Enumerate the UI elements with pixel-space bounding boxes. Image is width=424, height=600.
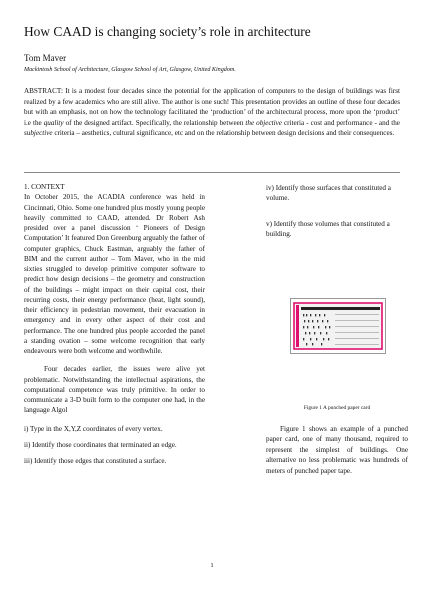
list-item: ii) Identify those coordinates that terminated an edge. [24, 440, 177, 449]
abstract-text: of the designed artifact. Specifically, the relationship between [63, 118, 246, 127]
abstract-emphasis: subjective [24, 129, 53, 138]
author-name: Tom Maver [24, 53, 67, 63]
abstract-emphasis: the objective [245, 118, 282, 127]
figure-caption: Figure 1 A punched paper card [303, 405, 371, 411]
paper-title: How CAAD is changing society’s role in architecture [24, 24, 311, 39]
author-affiliation: Mackintosh School of Architecture, Glasgow School of Art, Glasgow, United Kingdom. [24, 67, 236, 73]
abstract-emphasis: quality [43, 118, 64, 127]
left-column [24, 182, 205, 466]
section-divider [24, 172, 400, 173]
list-item: iii) Identify those edges that constituted a surface. [24, 457, 167, 465]
abstract [24, 86, 400, 139]
body-paragraph: In October 2015, the ACADIA conference was held in Cincinnati, Ohio. Some one hundred plus mostly young people heavily committed to CAAD, attended. Dr Robert Ash presided over a panel discussion ‘ Pioneers of Design Computation’ It featured Don Greenburg arguably the father of computer graphics, Chuck Eastman, arguably the father of BIM and the current author – Tom Maver, who in the mid sixties struggled to develop primitive computer software to predict how design decisions – the geometry and construction of the buildings – might impact on their capital cost, their recurring costs, their energy performance (heat, light sound), their efficiency in pedestrian movement, their evacuation in emergency and in every other aspect of their cost and performance. The one hundred plus people accorded the panel a standing ovation – some welcome recognition that early endeavours were both welcome and worthwhile. [24, 193, 205, 355]
punched-card-figure [290, 298, 386, 354]
abstract-text: criteria - cost and performance - and the [281, 118, 400, 127]
card-edge [296, 305, 299, 347]
abstract-text: criteria – aesthetics, cultural significance, etc and on the relationship between design decisions and their consequences. [52, 129, 395, 138]
body-paragraph: Figure 1 shows an example of a punched paper card, one of many thousand, required to represent the simplest of buildings. One alternative no less problematic was hundreds of meters of punched paper tape. [266, 425, 408, 475]
right-column [266, 183, 408, 239]
section-heading: 1. CONTEXT [24, 183, 65, 191]
card-print-row [301, 307, 380, 310]
page-number: 1 [210, 562, 214, 569]
list-item: i) Type in the X,Y,Z coordinates of every vertex. [24, 424, 163, 433]
list-item: iv) Identify those surfaces that constituted a volume. [266, 184, 391, 203]
list-item: v) Identify those volumes that constituted a building. [266, 219, 390, 238]
punched-card-image [291, 299, 385, 353]
abstract-text: ABSTRACT: It is a modest four decades since the potential for the application of computers to the design of buildings was first realized by a few academics who are still alive. The author is one such! This presentation provides an outline of these four decades but with an emphasis, not on how the technology facilitated the ‘production’ of the architectural process, more upon the ‘product’ i.e the [24, 87, 400, 127]
body-paragraph: Four decades earlier, the issues were alive yet problematic. Notwithstanding the intellectual aspirations, the computational competence was truly primitive. In order to communicate a 3-D built form to the computer one had, in the language Algol [24, 365, 205, 415]
